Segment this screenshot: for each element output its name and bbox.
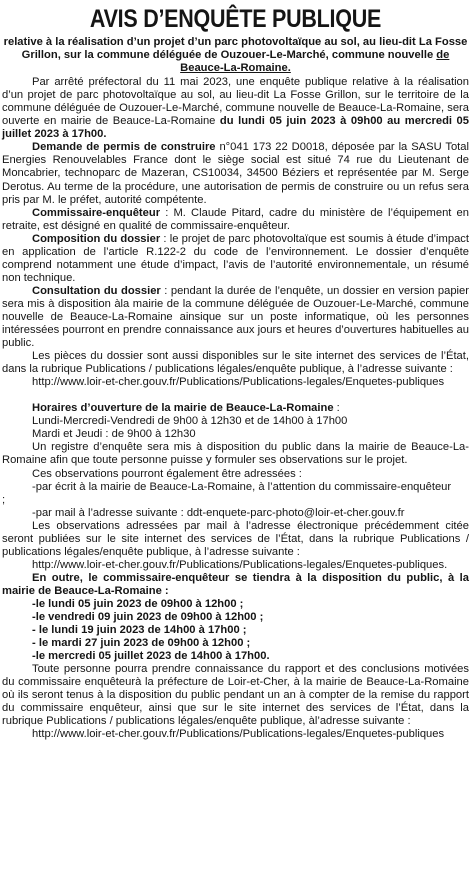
by-post-line: -par écrit à la mairie de Beauce-La-Romaine, à l’attention du commissaire-enquêteur (32, 480, 452, 493)
commissioner-text: : M. Claude Pitard, cadre du ministère de l’équipement en retraite, est désigné en qualité de commissaire-enquêteur. (2, 206, 469, 232)
permit-label: Demande de permis de construire (32, 141, 216, 154)
prefecture-url-1: http://www.loir-et-cher.gouv.fr/Publications/Publications-legales/Enquetes-publiques (32, 376, 445, 389)
session-item: - le mardi 27 juin 2023 de 09h00 à 12h00 ; (32, 637, 251, 650)
subtitle-text: relative à la réalisation d’un projet d’un parc photovoltaïque au sol, au lieu-dit La Fosse Grillon, sur la commune déléguée de Ouzouer-Le-Marché, commune nouvelle (3, 36, 468, 62)
availability-paragraph: En outre, le commissaire-enquêteur se tiendra à la disposition du public, à la mairie de Beauce-La-Romaine : (2, 571, 469, 597)
session-item: -le vendredi 09 juin 2023 de 09h00 à 12h00 ; (32, 611, 264, 624)
hours-line-2: Mardi et Jeudi : de 9h00 à 12h30 (32, 428, 196, 441)
notice-title: AVIS D’ENQUÊTE PUBLIQUE (89, 5, 382, 33)
online-documents-paragraph: Les pièces du dossier sont aussi disponibles sur le site internet des services de l’État, dans la rubrique Publications / publications légales/enquête publique, à l’adresse suivante : (2, 350, 469, 376)
session-item: -le mercredi 05 juillet 2023 de 14h00 à 17h00. (32, 650, 270, 663)
by-email-line: -par mail à l’adresse suivante : ddt-enquete-parc-photo@loir-et-cher.gouv.fr (32, 506, 405, 519)
hours-heading-label: Horaires d’ouverture de la mairie de Beauce-La-Romaine (32, 402, 334, 415)
hours-heading-suffix: : (333, 402, 340, 415)
prefecture-url-2: http://www.loir-et-cher.gouv.fr/Publications/Publications-legales/Enquetes-publiques. (32, 558, 448, 571)
permit-text: n°041 173 22 D0018, déposée par la SASU Total Energies Renouvelables France dont le siège social est situé 74 rue du Lieutenant de Moncabrier, technoparc de Mazeran, CS10034, 34500 Béziers et représentée par M. Serge Derotus. Au terme de la procédure, une autorisation de permis de construire ou un refus sera pris par M. le préfet, autorité compétente. (2, 141, 469, 206)
register-paragraph: Un registre d’enquête sera mis à disposition du public dans la mairie de Beauce-La-Romaine afin que toute personne puisse y formuler ses observations sur le projet. (2, 441, 469, 467)
composition-paragraph (2, 233, 469, 285)
consultation-label: Consultation du dossier (32, 284, 161, 297)
semicolon-line: ; (2, 493, 6, 506)
observations-paragraph: Ces observations pourront également être adressées : (32, 467, 302, 480)
published-paragraph: Les observations adressées par mail à l’adresse électronique précédemment citée seront publiées sur le site internet des services de l’État, dans la rubrique Publications / publications légales/enquête publique, à l’adresse suivante : (2, 519, 469, 558)
consultation-text: : pendant la durée de l’enquête, un dossier en version papier sera mis à disposition àla mairie de la commune déléguée de Ouzouer-Le-Marché, commune nouvelle de Beauce-La-Romaine ainsique sur un poste informatique, où les personnes intéressées pourront en prendre connaissance aux jours et heures d’ouvertures habituelles au public. (2, 284, 469, 350)
permit-paragraph (2, 141, 469, 206)
spacer (2, 389, 469, 402)
notice-subtitle (2, 36, 469, 75)
inquiry-dates: du lundi 05 juin 2023 à 09h00 au mercredi 05 juillet 2023 à 17h00. (2, 115, 469, 141)
intro-text: Par arrêté préfectoral du 11 mai 2023, une enquête publique relative à la réalisation d’un projet de parc photovoltaïque au sol, au lieu-dit La Fosse Grillon, sur le territoire de la commune déléguée de Ouzouer-Le-Marché, commune nouvelle de Beauce-La-Romaine, sera ouverte en mairie de Beauce-La-Romaine (2, 76, 469, 128)
composition-text: : le projet de parc photovoltaïque est soumis à étude d’impact en application de l’article R.122-2 du code de l’environnement. Le dossier d’enquête comprend notamment une étude d’impact, l’avis de l’autorité environnementale, un résumé non technique. (2, 232, 469, 284)
commissioner-paragraph (2, 207, 469, 233)
report-paragraph: Toute personne pourra prendre connaissance du rapport et des conclusions motivées du commissaire enquêteurà la préfecture de Loir-et-Cher, à la mairie de Beauce-La-Romaine où ils seront tenus à la disposition du public pendant un an à compter de la remise du rapport du commissaire enquêteur, ainsi que sur le site internet des services de l’État, dans la rubrique Publications / publications légales/enquête publique, àl’adresse suivante : (2, 663, 469, 728)
composition-label: Composition du dossier (32, 232, 161, 245)
prefecture-url-3: http://www.loir-et-cher.gouv.fr/Publications/Publications-legales/Enquetes-publiques (32, 728, 445, 741)
hours-line-1: Lundi-Mercredi-Vendredi de 9h00 à 12h30 et de 14h00 à 17h00 (32, 415, 348, 428)
intro-paragraph (2, 76, 469, 141)
session-item: - le lundi 19 juin 2023 de 14h00 à 17h00 ; (32, 624, 247, 637)
session-item: -le lundi 05 juin 2023 de 09h00 à 12h00 ; (32, 597, 244, 610)
commissioner-label: Commissaire-enquêteur (32, 206, 161, 219)
hours-heading (2, 402, 469, 415)
consultation-paragraph (2, 285, 469, 350)
subtitle-commune: de Beauce-La-Romaine. (180, 49, 450, 75)
